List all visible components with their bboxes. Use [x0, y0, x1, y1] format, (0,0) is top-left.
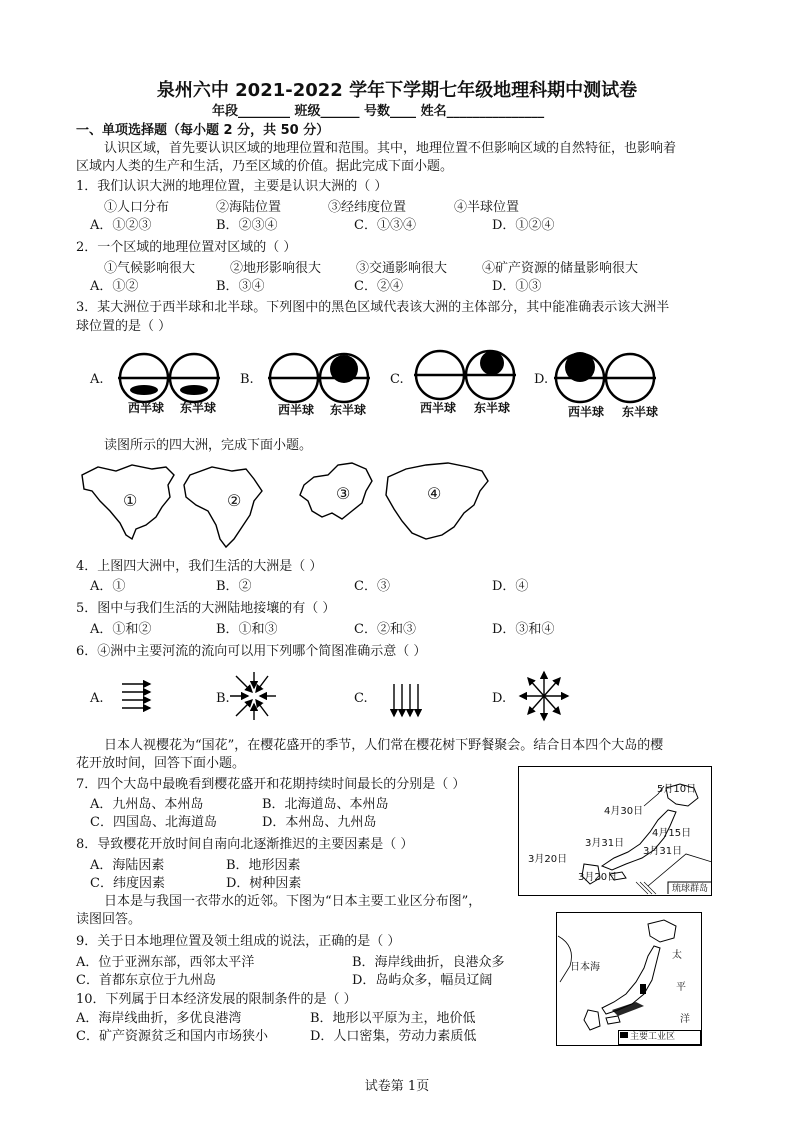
- continent-africa: [184, 467, 262, 547]
- continents-intro: 读图所示的四大洲，完成下面小题。: [104, 438, 313, 453]
- q2-option-b[interactable]: B．③④: [216, 279, 265, 294]
- q6-option-d[interactable]: D.: [492, 691, 507, 706]
- label-east-c: 东半球: [474, 401, 511, 415]
- date-label-mar31-e: 3月31日: [643, 846, 683, 857]
- q9-option-a[interactable]: A．位于亚洲东部，西邻太平洋: [76, 955, 255, 970]
- q7-option-c[interactable]: C．四国岛、北海道岛: [90, 815, 217, 830]
- q6-option-c[interactable]: C.: [354, 691, 368, 706]
- intro-line-1: 认识区域，首先要认识区域的地理位置和范围。其中，地理位置不但影响区域的自然特征，也影响着: [104, 141, 677, 156]
- sakura-intro-1: 日本人视樱花为“国花”，在樱花盛开的季节，人们常在樱花树下野餐聚会。结合日本四个大岛的樱: [104, 738, 664, 753]
- q4-option-a[interactable]: A．①: [90, 579, 126, 594]
- q1-option-c[interactable]: C．①③④: [354, 218, 416, 233]
- pacific-label-char: 洋: [680, 1014, 690, 1025]
- legend-industrial-zone: 主要工业区: [630, 1032, 676, 1042]
- q1-option-d[interactable]: D．①②④: [492, 218, 555, 233]
- q4-stem: 4．上图四大洲中，我们生活的大洲是（ ）: [76, 559, 323, 574]
- continent-label-3: ③: [336, 484, 351, 503]
- q1-item: ④半球位置: [454, 200, 520, 215]
- q3-option-d[interactable]: D.: [534, 372, 549, 387]
- japan-intro-2: 读图回答。: [76, 912, 142, 927]
- date-label-mar20-s: 3月20日: [578, 872, 618, 883]
- q2-option-c[interactable]: C．②④: [354, 279, 403, 294]
- q2-item: ①气候影响很大: [104, 261, 196, 276]
- q1-item: ③经纬度位置: [328, 200, 407, 215]
- student-info-line: 年段________ 班级______ 号数____ 姓名_______________: [212, 104, 545, 119]
- pacific-label-char: 太: [672, 950, 682, 961]
- q7-option-a[interactable]: A．九州岛、本州岛: [90, 797, 204, 812]
- date-label-apr15: 4月15日: [652, 828, 692, 839]
- sea-of-japan-label: 日本海: [570, 962, 600, 973]
- label-west-c: 西半球: [420, 401, 457, 415]
- label-west-b: 西半球: [278, 403, 315, 417]
- q6-option-b[interactable]: B.: [216, 691, 230, 706]
- q10-stem: 10．下列属于日本经济发展的限制条件的是（ ）: [76, 992, 357, 1007]
- q4-option-b[interactable]: B．②: [216, 579, 252, 594]
- q8-option-d[interactable]: D．树种因素: [226, 876, 302, 891]
- continent-label-2: ②: [227, 491, 242, 510]
- q1-option-b[interactable]: B．②③④: [216, 218, 278, 233]
- q3-stem-1: 3．某大洲位于西半球和北半球。下列图中的黑色区域代表该大洲的主体部分，其中能准确表示该大洲半: [76, 300, 670, 315]
- label-west-a: 西半球: [128, 401, 165, 415]
- q10-option-a[interactable]: A．海岸线曲折，多优良港湾: [76, 1011, 242, 1026]
- q8-option-b[interactable]: B．地形因素: [226, 858, 301, 873]
- date-label-mar31-w: 3月31日: [585, 838, 625, 849]
- q4-option-d[interactable]: D．④: [492, 579, 529, 594]
- q1-item: ①人口分布: [104, 200, 170, 215]
- q9-stem: 9．关于日本地理位置及领土组成的说法，正确的是（ ）: [76, 934, 401, 949]
- q5-stem: 5．图中与我们生活的大洲陆地接壤的有（ ）: [76, 601, 336, 616]
- q1-option-a[interactable]: A．①②③: [90, 218, 152, 233]
- ryukyu-inset-label: 琉球群岛: [672, 884, 709, 894]
- q2-item: ③交通影响很大: [356, 261, 448, 276]
- q8-option-c[interactable]: C．纬度因素: [90, 876, 165, 891]
- q10-option-b[interactable]: B．地形以平原为主，地价低: [310, 1011, 476, 1026]
- q2-option-d[interactable]: D．①③: [492, 279, 542, 294]
- q10-option-c[interactable]: C．矿产资源贫乏和国内市场狭小: [76, 1029, 268, 1044]
- q8-stem: 8．导致樱花开放时间自南向北逐渐推迟的主要因素是（ ）: [76, 837, 414, 852]
- q3-option-b[interactable]: B.: [240, 372, 254, 387]
- q1-stem: 1．我们认识大洲的地理位置，主要是认识大洲的（ ）: [76, 179, 388, 194]
- shikoku-island: [606, 1016, 620, 1024]
- q7-option-d[interactable]: D．本州岛、九州岛: [262, 815, 377, 830]
- q7-option-b[interactable]: B．北海道岛、本州岛: [262, 797, 389, 812]
- label-east-b: 东半球: [330, 403, 367, 417]
- q8-option-a[interactable]: A．海陆因素: [90, 858, 165, 873]
- label-east-a: 东半球: [180, 401, 217, 415]
- four-continents-map: [76, 455, 496, 555]
- intro-line-2: 区域内人类的生产和生活，乃至区域的价值。据此完成下面小题。: [76, 159, 454, 174]
- q9-option-d[interactable]: D．岛屿众多，幅员辽阔: [352, 973, 493, 988]
- sakura-intro-2: 花开放时间，回答下面小题。: [76, 756, 246, 771]
- q10-option-d[interactable]: D．人口密集，劳动力素质低: [310, 1029, 477, 1044]
- japan-intro-1: 日本是与我国一衣带水的近邻。下图为“日本主要工业区分布图”，: [104, 894, 482, 909]
- q2-option-a[interactable]: A．①②: [90, 279, 139, 294]
- q3-stem-2: 球位置的是（ ）: [76, 319, 172, 334]
- q5-option-a[interactable]: A．①和②: [90, 622, 152, 637]
- section-heading: 一、单项选择题（每小题 2 分，共 50 分）: [76, 123, 330, 138]
- label-east-d: 东半球: [622, 405, 659, 419]
- q9-option-c[interactable]: C．首都东京位于九州岛: [76, 973, 216, 988]
- q1-item: ②海陆位置: [216, 200, 282, 215]
- river-flow-diagrams: [110, 666, 580, 726]
- q2-item: ④矿产资源的储量影响很大: [482, 261, 639, 276]
- pacific-label-char: 平: [676, 982, 686, 993]
- q5-option-b[interactable]: B．①和③: [216, 622, 278, 637]
- date-label-apr30: 4月30日: [604, 806, 644, 817]
- continent-label-4: ④: [427, 484, 442, 503]
- q5-option-c[interactable]: C．②和③: [354, 622, 416, 637]
- q4-option-c[interactable]: C．③: [354, 579, 390, 594]
- q2-stem: 2．一个区域的地理位置对区域的（ ）: [76, 240, 297, 255]
- q5-option-d[interactable]: D．③和④: [492, 622, 555, 637]
- q2-item: ②地形影响很大: [230, 261, 322, 276]
- page-title: 泉州六中 2021-2022 学年下学期七年级地理科期中测试卷: [156, 80, 638, 101]
- q7-stem: 7．四个大岛中最晚看到樱花盛开和花期持续时间最长的分别是（ ）: [76, 777, 466, 792]
- q9-option-b[interactable]: B．海岸线曲折，良港众多: [352, 955, 505, 970]
- date-label-mar20-w: 3月20日: [528, 854, 568, 865]
- date-label-may10: 5月10日: [657, 784, 697, 795]
- q6-option-a[interactable]: A.: [90, 691, 104, 706]
- page-number: 试卷第 1页: [364, 1079, 430, 1094]
- q6-stem: 6．④洲中主要河流的流向可以用下列哪个简图准确示意（ ）: [76, 644, 427, 659]
- q3-option-a[interactable]: A.: [90, 372, 104, 387]
- q3-option-c[interactable]: C.: [390, 372, 404, 387]
- label-west-d: 西半球: [568, 405, 605, 419]
- continent-label-1: ①: [123, 491, 138, 510]
